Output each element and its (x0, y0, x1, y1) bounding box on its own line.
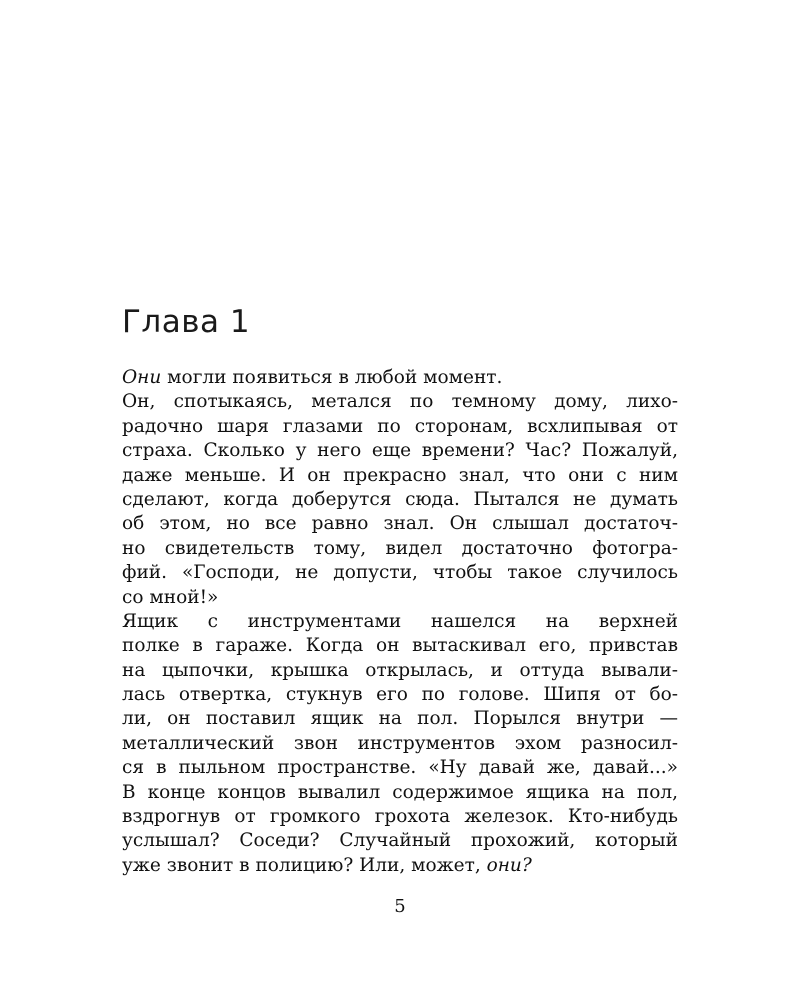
page-number: 5 (394, 896, 406, 917)
chapter-title: Глава 1 (122, 304, 251, 340)
text-run: ? (521, 854, 532, 876)
paragraph-2-line-5: сделают, когда доберутся сюда. Пытался не думать (122, 488, 678, 510)
paragraph-3-line-7: ся в пыльном пространстве. «Ну давай же, давай...» (122, 757, 678, 779)
text-run: уже звонит в полицию? Или, может, (122, 854, 487, 876)
paragraph-3-line-9: вздрогнув от громкого грохота железок. Кто-нибудь (122, 806, 678, 828)
paragraph-3-line-2: полке в гараже. Когда он вытаскивал его, привстав (122, 635, 678, 657)
paragraph-3-line-3: на цыпочки, крышка открылась, и оттуда вывали- (122, 659, 678, 681)
paragraph-2-line-9: со мной!» (122, 586, 219, 608)
paragraph-3-line-4: лась отвертка, стукнув его по голове. Шипя от бо- (122, 684, 678, 706)
paragraph-2-line-3: страха. Сколько у него еще времени? Час? Пожалуй, (122, 440, 678, 462)
paragraph-2-line-4: даже меньше. И он прекрасно знал, что они с ним (122, 464, 678, 486)
paragraph-2-line-1: Он, спотыкаясь, метался по темному дому, лихо- (122, 391, 678, 413)
paragraph-2-line-7: но свидетельств тому, видел достаточно фотогра- (122, 537, 678, 559)
paragraph-3-line-1: Ящик с инструментами нашелся на верхней (122, 610, 678, 632)
paragraph-2-line-8: фий. «Господи, не допусти, чтобы такое случилось (122, 562, 678, 584)
emphasis-word: Они (122, 367, 162, 388)
paragraph-3-line-10: услышал? Соседи? Случайный прохожий, который (122, 830, 678, 852)
paragraph-3-line-5: ли, он поставил ящик на пол. Порылся внутри — (122, 708, 678, 730)
paragraph-2-line-2: радочно шаря глазами по сторонам, всхлипывая от (122, 415, 678, 437)
body-text (122, 366, 678, 878)
paragraph-3-line-8: В конце концов вывалил содержимое ящика на пол, (122, 781, 678, 803)
emphasis-word: они (486, 854, 522, 876)
text-run: могли появиться в любой момент. (161, 367, 503, 388)
paragraph-3-line-11 (122, 854, 678, 878)
paragraph-3-line-6: металлический звон инструментов эхом разносил- (122, 732, 678, 754)
paragraph-1-line-1 (122, 366, 678, 390)
paragraph-2-line-6: об этом, но все равно знал. Он слышал достаточ- (122, 513, 678, 535)
